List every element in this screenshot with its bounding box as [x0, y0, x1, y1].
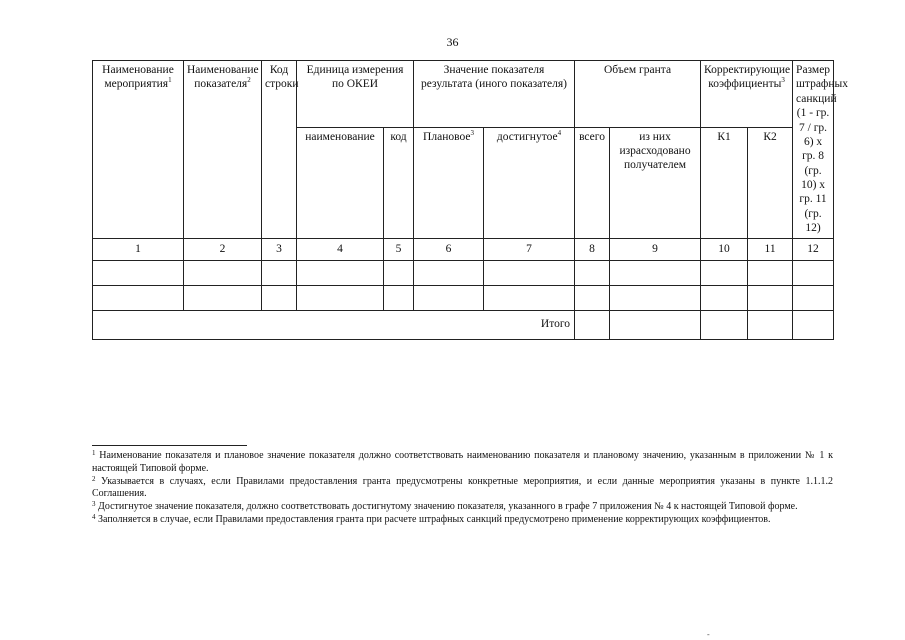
subheader-unit-code: код: [384, 127, 414, 238]
table-cell: [610, 260, 701, 285]
total-cell: [793, 310, 834, 339]
header-unit-okei: Единица измерения по ОКЕИ: [297, 61, 414, 128]
footnote-mark: 2: [92, 474, 96, 483]
header-row-code: Код строки: [262, 61, 297, 239]
column-number: 5: [384, 238, 414, 260]
footnote-ref-3: 3: [781, 76, 785, 85]
column-number: 11: [748, 238, 793, 260]
subheader-k2: К2: [748, 127, 793, 238]
column-number: 6: [414, 238, 484, 260]
footnote-4: [92, 514, 833, 527]
footnote-ref-4: 4: [557, 128, 562, 137]
footnotes: [92, 450, 833, 527]
total-cell: [701, 310, 748, 339]
footnote-separator: [92, 445, 247, 446]
footnote-mark: 3: [92, 500, 96, 509]
table-row: [93, 260, 834, 285]
header-activity-name: Наименование мероприятия$^1$: [93, 61, 184, 239]
footnote-3: [92, 501, 833, 514]
table-cell: [748, 260, 793, 285]
table-cell: [701, 285, 748, 310]
footnote-text: Достигнутое значение показателя, должно соответствовать достигнутому значению показателя, указанного в графе 7 приложения № 4 к настоящей Типовой форме.: [98, 501, 798, 513]
header-correction-coefficients: Корректирующие коэффициенты$^3$: [701, 61, 793, 128]
subheader-achieved: достигнутое$^4$: [484, 127, 575, 238]
total-cell: [748, 310, 793, 339]
column-number: 12: [793, 238, 834, 260]
table-cell: [701, 260, 748, 285]
penalty-calculation-table: [92, 60, 849, 340]
table-cell: [793, 285, 834, 310]
footnote-ref-2: 2: [247, 76, 251, 85]
column-number: 3: [262, 238, 297, 260]
column-number: 2: [184, 238, 262, 260]
table-cell: [384, 260, 414, 285]
column-number: 7: [484, 238, 575, 260]
total-row: [93, 310, 834, 339]
table-cell: [414, 285, 484, 310]
page-number: 36: [446, 35, 459, 49]
footnote-2: [92, 476, 833, 502]
table-cell: [610, 285, 701, 310]
table-cell: [262, 285, 297, 310]
table-cell: [184, 285, 262, 310]
header-penalty-size: Размер штрафных санкций (1 - гр. 7 / гр. 6) х гр. 8 (гр. 10) х гр. 11 (гр. 12): [793, 61, 834, 239]
header-grant-volume: Объем гранта: [575, 61, 701, 128]
table-cell: [184, 260, 262, 285]
table-cell: [93, 260, 184, 285]
footnote-text: Указывается в случаях, если Правилами предоставления гранта предусмотрены конкретные мероприятия, и если данные мероприятия указаны в пункте 1.1.1.2 Соглашения.: [92, 475, 834, 500]
table-cell: [414, 260, 484, 285]
subheader-k1: К1: [701, 127, 748, 238]
footnote-mark: 4: [92, 512, 96, 521]
column-number: 8: [575, 238, 610, 260]
table-cell: [384, 285, 414, 310]
table-row: [93, 285, 834, 310]
total-cell: [575, 310, 610, 339]
footnote-1: [92, 450, 833, 476]
footnote-text: Заполняется в случае, если Правилами предоставления гранта при расчете штрафных санкций предусмотрено применение корректирующих коэффициентов.: [98, 513, 771, 525]
table-cell: [575, 285, 610, 310]
column-number: 4: [297, 238, 384, 260]
header-indicator-name: Наименование показателя$^2$: [184, 61, 262, 239]
column-number: 10: [701, 238, 748, 260]
table-cell: [484, 260, 575, 285]
table-cell: [262, 260, 297, 285]
subheader-spent: из них израсходовано получателем: [610, 127, 701, 238]
column-number: 1: [93, 238, 184, 260]
subheader-unit-name: наименование: [297, 127, 384, 238]
footnote-mark: 1: [92, 449, 96, 457]
subheader-planned: Плановое$^3$: [414, 127, 484, 238]
subheader-total: всего: [575, 127, 610, 238]
table-cell: [297, 285, 384, 310]
table-cell: [793, 260, 834, 285]
table-cell: [93, 285, 184, 310]
column-number-row: [93, 238, 834, 260]
table-cell: [484, 285, 575, 310]
table-cell: [748, 285, 793, 310]
footnote-text: Наименование показателя и плановое значение показателя должно соответствовать наименованию показателя и плановому значению, указанным в приложении № 1 к настоящей Типовой форме.: [92, 450, 833, 474]
total-label: Итого: [93, 310, 575, 339]
table-cell: [575, 260, 610, 285]
footnote-ref-1: 1: [168, 76, 172, 85]
corner-mark: -: [707, 630, 710, 639]
header-indicator-value: Значение показателя результата (иного показателя): [414, 61, 575, 128]
column-number: 9: [610, 238, 701, 260]
total-cell: [610, 310, 701, 339]
header-row: [93, 61, 834, 128]
table-cell: [297, 260, 384, 285]
footnote-ref-3b: 3: [470, 128, 474, 137]
